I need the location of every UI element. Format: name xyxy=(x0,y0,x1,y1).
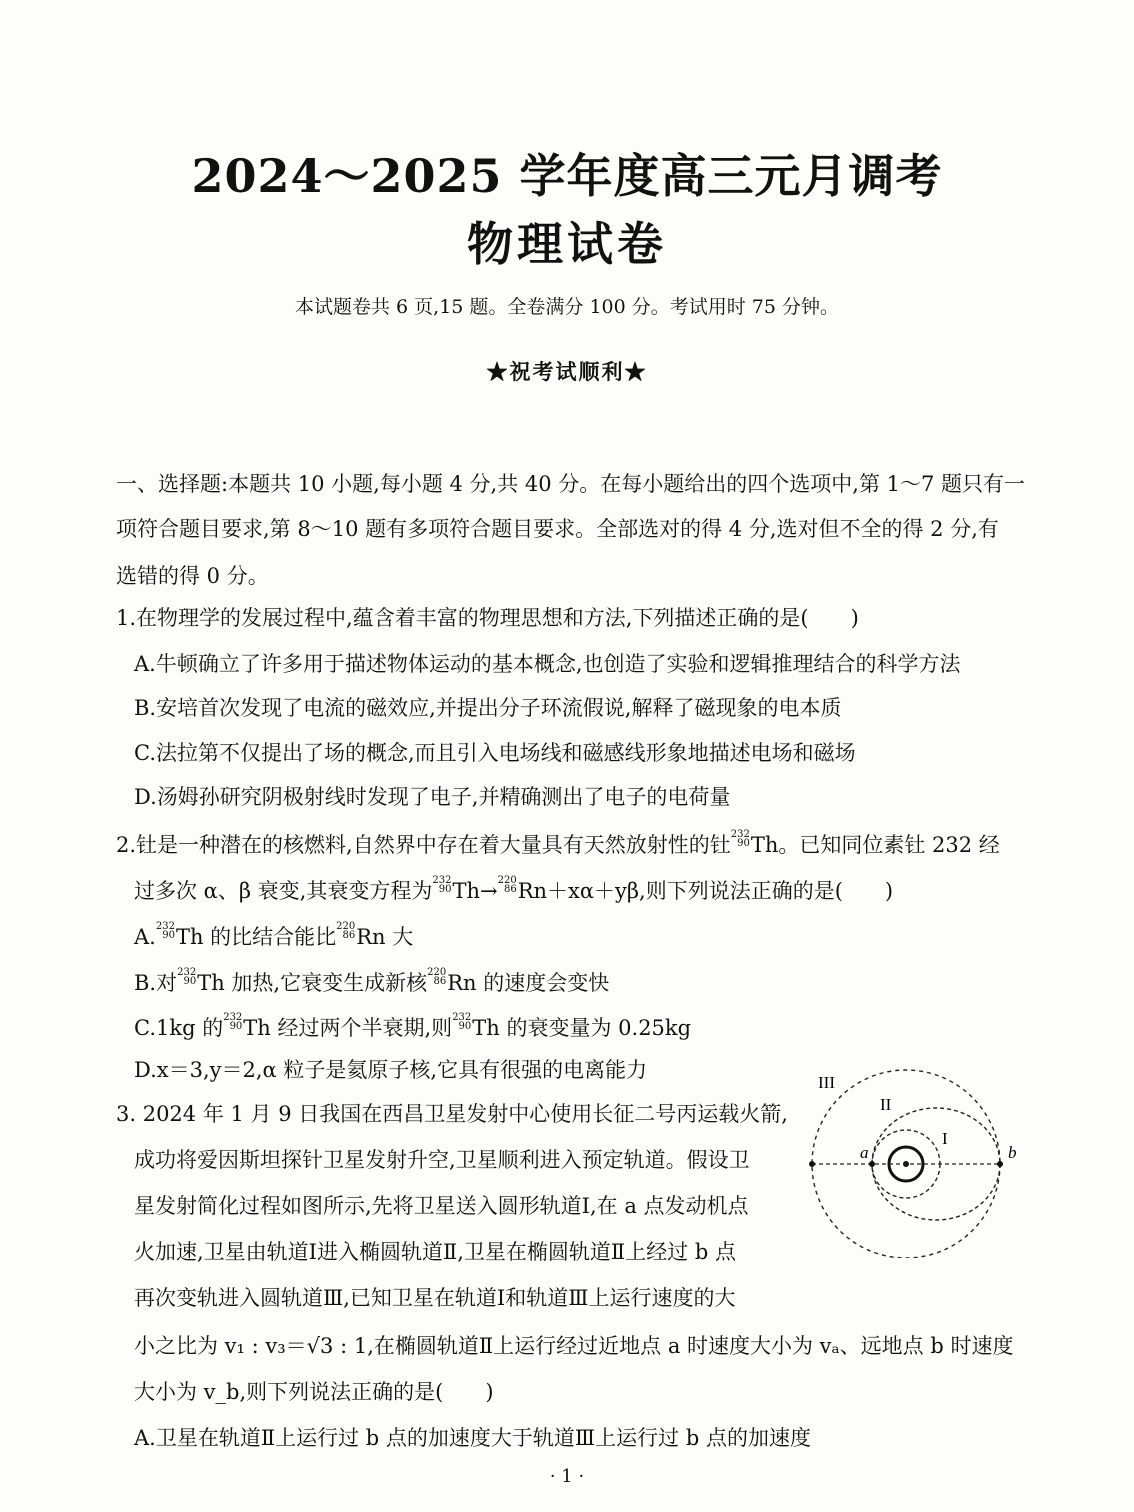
question-1-option-d: D.汤姆孙研究阴极射线时发现了电子,并精确测出了电子的电荷量 xyxy=(134,785,731,809)
question-3-line6: 小之比为 v₁ : v₃＝√3 : 1,在椭圆轨道Ⅱ上运行经过近地点 a 时速度大小为 vₐ、远地点 b 时速度 xyxy=(134,1334,1014,1358)
section-instructions-line1: 一、选择题:本题共 10 小题,每小题 4 分,共 40 分。在每小题给出的四个选项中,第 1～7 题只有一 xyxy=(116,472,1026,496)
question-3-line5: 再次变轨进入圆轨道Ⅲ,已知卫星在轨道Ⅰ和轨道Ⅲ上运行速度的大 xyxy=(134,1286,736,1310)
question-3-option-a: A.卫星在轨道Ⅱ上运行过 b 点的加速度大于轨道Ⅲ上运行过 b 点的加速度 xyxy=(134,1426,811,1450)
thorium-isotope-notation: 232 90 xyxy=(730,829,750,849)
exam-title: 2024～2025 学年度高三元月调考 xyxy=(191,149,943,203)
question-1-option-c: C.法拉第不仅提出了场的概念,而且引入电场线和磁感线形象地描述电场和磁场 xyxy=(134,741,856,765)
orbit-diagram xyxy=(796,1058,1036,1258)
question-3-line2: 成功将爱因斯坦探针卫星发射升空,卫星顺利进入预定轨道。假设卫 xyxy=(134,1148,750,1172)
question-2-option-b: B.对 $^{232 90}$ Th 加热,它衰变生成新核 $^{220 86}$ Rn 的速度会变快 xyxy=(134,967,610,995)
question-1-stem: 1.在物理学的发展过程中,蕴含着丰富的物理思想和方法,下列描述正确的是( ) xyxy=(116,606,859,630)
point-a xyxy=(869,1161,875,1167)
question-3-line7: 大小为 v_b,则下列说法正确的是( ) xyxy=(134,1380,494,1404)
section-instructions-line3: 选错的得 0 分。 xyxy=(116,564,269,588)
point-left xyxy=(809,1161,815,1167)
question-2-option-d: D.x＝3,y＝2,α 粒子是氦原子核,它具有很强的电离能力 xyxy=(134,1058,648,1082)
label-a: a xyxy=(860,1143,869,1162)
section-instructions-line2: 项符合题目要求,第 8～10 题有多项符合题目要求。全部选对的得 4 分,选对但不全的得 2 分,有 xyxy=(116,517,999,541)
question-2-option-c: C.1kg 的 $^{232 90}$ Th 经过两个半衰期,则 $^{232 90}$ Th 的衰变量为 0.25kg xyxy=(134,1012,692,1040)
question-3-line1: 3. 2024 年 1 月 9 日我国在西昌卫星发射中心使用长征二号丙运载火箭, xyxy=(116,1102,788,1126)
label-iii: III xyxy=(818,1073,835,1092)
radon-isotope-notation: 220 86 xyxy=(497,875,517,895)
thorium-isotope-notation: 232 90 xyxy=(432,875,452,895)
label-ii: II xyxy=(880,1095,892,1114)
question-2-stem-line1: 2.钍是一种潜在的核燃料,自然界中存在着大量具有天然放射性的钍 $^{232 90}$ Th。已知同位素钍 232 经 xyxy=(116,829,1000,857)
exam-info: 本试题卷共 6 页,15 题。全卷满分 100 分。考试用时 75 分钟。 xyxy=(294,296,840,318)
question-3-line3: 星发射简化过程如图所示,先将卫星送入圆形轨道Ⅰ,在 a 点发动机点 xyxy=(134,1194,749,1218)
good-luck-banner: ★祝考试顺利★ xyxy=(486,359,648,384)
question-1-option-b: B.安培首次发现了电流的磁效应,并提出分子环流假说,解释了磁现象的电本质 xyxy=(134,696,842,720)
question-3-line4: 火加速,卫星由轨道Ⅰ进入椭圆轨道Ⅱ,卫星在椭圆轨道Ⅱ上经过 b 点 xyxy=(134,1240,736,1264)
question-1-option-a: A.牛顿确立了许多用于描述物体运动的基本概念,也创造了实验和逻辑推理结合的科学方法 xyxy=(134,652,961,676)
exam-subject: 物理试卷 xyxy=(467,217,667,271)
question-2-stem-line2: 过多次 α、β 衰变,其衰变方程为 $^{232 90}$ Th→ $^{220 86}$ Rn＋xα＋yβ,则下列说法正确的是( ) xyxy=(134,875,894,903)
question-2-option-a: A. $^{232 90}$ Th 的比结合能比 $^{220 86}$ Rn 大 xyxy=(134,921,414,949)
label-b: b xyxy=(1008,1143,1017,1162)
label-i: I xyxy=(942,1129,948,1148)
point-b xyxy=(997,1161,1003,1167)
page-number: · 1 · xyxy=(549,1466,585,1487)
